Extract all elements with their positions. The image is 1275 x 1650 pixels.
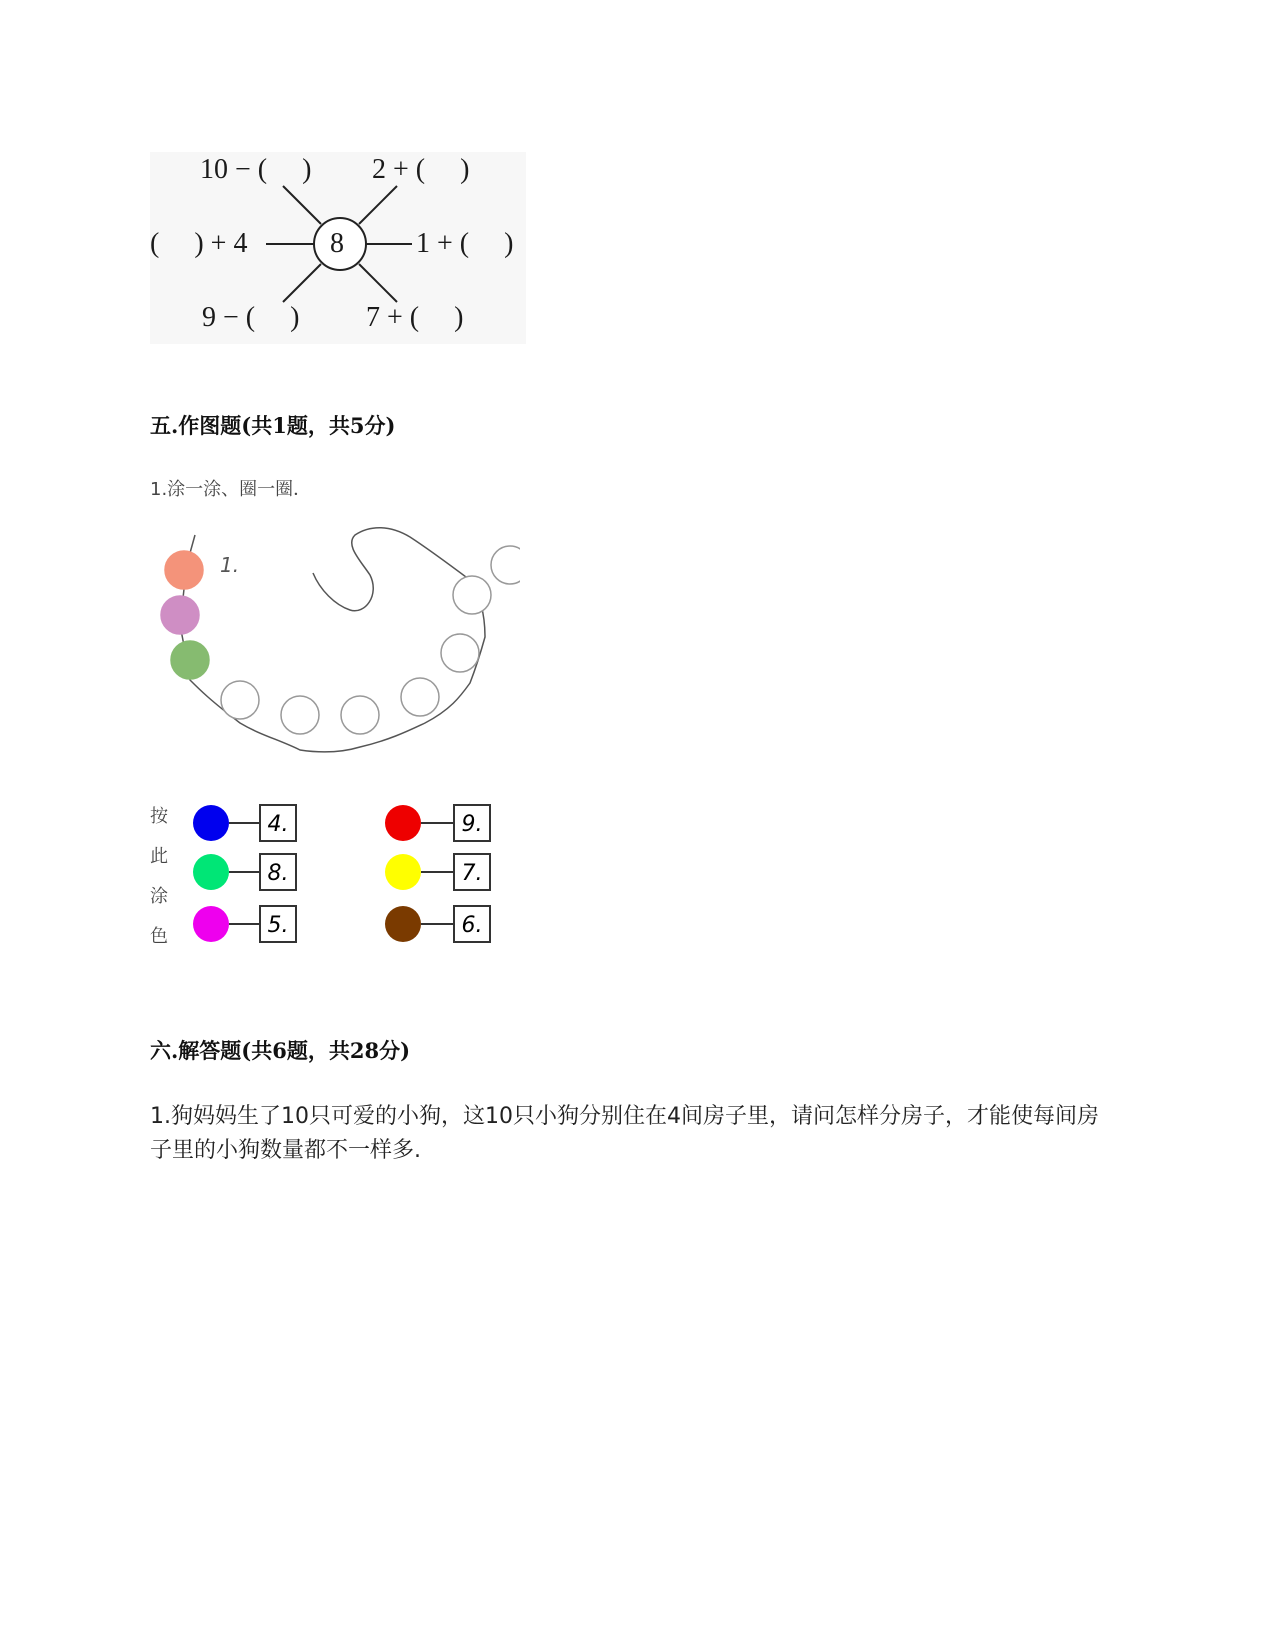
bead-uncolored (401, 678, 439, 716)
bead-colored (161, 596, 199, 634)
legend-color-dot (385, 906, 421, 942)
legend-swatches (150, 800, 510, 960)
legend-char-1: 按 (150, 806, 168, 827)
legend-color-dot (193, 906, 229, 942)
legend-number: 4. (267, 812, 289, 837)
bead-figure-label: 1. (220, 553, 240, 577)
legend-char-2: 此 (150, 846, 168, 867)
sun-diagram-figure (150, 152, 526, 344)
legend-number: 7. (461, 861, 483, 886)
bead-uncolored (221, 681, 259, 719)
bead-uncolored (453, 576, 491, 614)
expr-right: 1 + ( ) (416, 228, 514, 259)
bead-necklace-figure (150, 525, 520, 780)
expr-top-left: 10 − ( ) (200, 154, 312, 185)
bead-necklace (150, 525, 520, 780)
legend-color-dot (193, 854, 229, 890)
color-legend-figure (150, 800, 510, 960)
section-6-question-1: 1.狗妈妈生了10只可爱的小狗，这10只小狗分别住在4间房子里，请问怎样分房子，才能使每间房子里的小狗数量都不一样多. (150, 1104, 1099, 1163)
legend-color-dot (385, 805, 421, 841)
section-5-title: 五.作图题(共1题，共5分) (150, 413, 396, 438)
legend-number: 9. (461, 812, 483, 837)
ray-bottom-left (283, 264, 321, 302)
bead-uncolored (341, 696, 379, 734)
expr-left: ( ) + 4 (150, 228, 248, 259)
bead-uncolored (441, 634, 479, 672)
legend-char-3: 涂 (150, 886, 168, 907)
legend-number: 8. (267, 861, 289, 886)
bead-uncolored (491, 546, 520, 584)
legend-number: 6. (461, 913, 483, 938)
ray-top-left (283, 186, 321, 224)
section-5-question-1: 1.涂一涂、圈一圈． (150, 479, 312, 500)
legend-number: 5. (267, 913, 289, 938)
string-top (190, 535, 195, 553)
section-6-title: 六.解答题(共6题，共28分) (150, 1038, 411, 1063)
expr-bottom-right: 7 + ( ) (366, 302, 464, 333)
bead-colored (165, 551, 203, 589)
expr-bottom-left: 9 − ( ) (202, 302, 300, 333)
expr-top-right: 2 + ( ) (372, 154, 470, 185)
legend-char-4: 色 (150, 926, 168, 947)
legend-color-dot (385, 854, 421, 890)
bead-uncolored (281, 696, 319, 734)
ray-bottom-right (359, 264, 397, 302)
center-number: 8 (330, 228, 344, 259)
bead-colored (171, 641, 209, 679)
legend-color-dot (193, 805, 229, 841)
ray-top-right (359, 186, 397, 224)
